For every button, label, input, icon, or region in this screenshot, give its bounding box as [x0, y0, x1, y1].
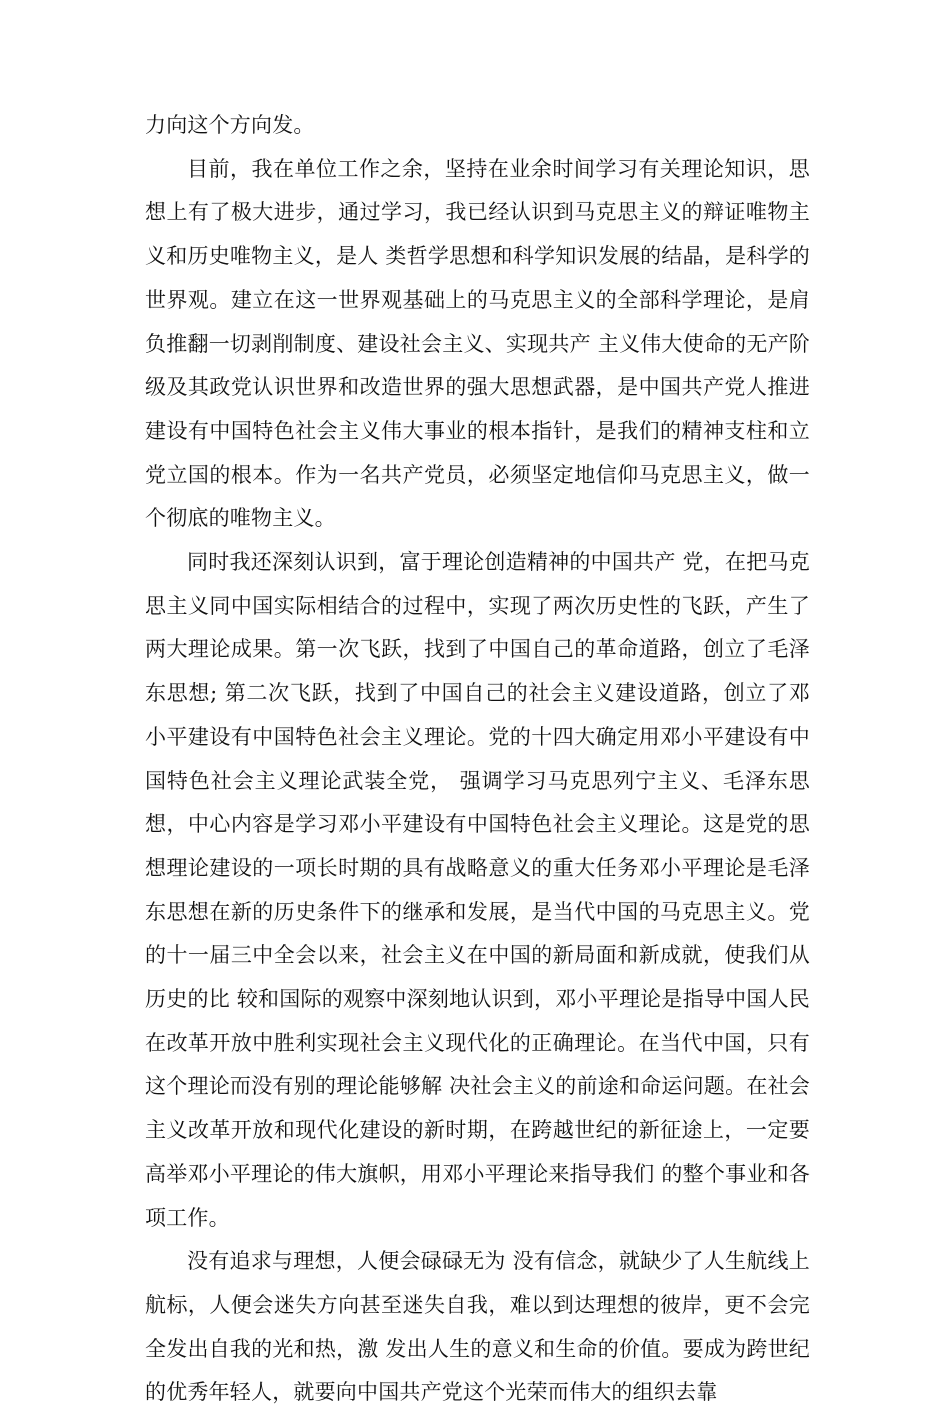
paragraph-2: 目前，我在单位工作之余，坚持在业余时间学习有关理论知识，思想上有了极大进步，通过学习，我已经认识到马克思主义的辩证唯物主义和历史唯物主义，是人 类哲学思想和科学知识发展的结晶，是科学的世界观。建立在这一世界观基础上的马克思主义的全部科学理论，是肩负推翻一切剥削制度、建设社会主义、实现共产 主义伟大使命的无产阶级及其政党认识世界和改造世界的强大思想武器，是中国共产党人推进建设有中国特色社会主义伟大事业的根本指针，是我们的精神支柱和立 党立国的根本。作为一名共产党员，必须坚定地信仰马克思主义，做一个彻底的唯物主义。	[145, 156, 810, 531]
paragraph-1: 力向这个方向发。	[145, 113, 315, 137]
document-body	[145, 104, 810, 1415]
paragraph-3: 同时我还深刻认识到，富于理论创造精神的中国共产 党，在把马克思主义同中国实际相结合的过程中，实现了两次历史性的飞跃，产生了两大理论成果。第一次飞跃，找到了中国自己的革命道路，创立了毛泽东思想; 第二次飞跃，找到了中国自己的社会主义建设道路，创立了邓小平建设有中国特色社会主义理论。党的十四大确定用邓小平建设有中国特色社会主义理论武装全党， 强调学习马克思列宁主义、毛泽东思想，中心内容是学习邓小平建设有中国特色社会主义理论。这是党的思想理论建设的一项长时期的具有战略意义的重大任务邓小平理论是毛泽东思想在新的历史条件下的继承和发展，是当代中国的马克思主义。党的十一届三中全会以来，社会主义在中国的新局面和新成就，使我们从历史的比 较和国际的观察中深刻地认识到，邓小平理论是指导中国人民在改革开放中胜利实现社会主义现代化的正确理论。在当代中国，只有这个理论而没有别的理论能够解 决社会主义的前途和命运问题。在社会主义改革开放和现代化建设的新时期，在跨越世纪的新征途上，一定要高举邓小平理论的伟大旗帜，用邓小平理论来指导我们 的整个事业和各项工作。	[145, 550, 810, 1230]
paragraph-4: 没有追求与理想，人便会碌碌无为 没有信念，就缺少了人生航线上航标，人便会迷失方向甚至迷失自我，难以到达理想的彼岸，更不会完全发出自我的光和热，激 发出人生的意义和生命的价值。要成为跨世纪的优秀年轻人，就要向中国共产党这个光荣而伟大的组织去靠	[145, 1249, 810, 1405]
